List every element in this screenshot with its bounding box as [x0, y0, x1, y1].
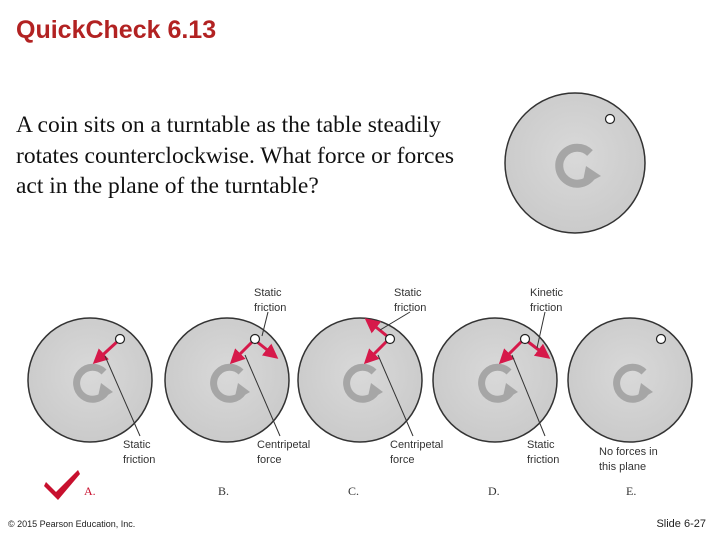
option-e-turntable: [568, 318, 692, 442]
option-d-top-label-line2: friction: [530, 302, 563, 314]
option-c-top-label-line2: friction: [394, 302, 427, 314]
coin-icon: [386, 335, 395, 344]
option-a-bottom-label-line2: friction: [123, 454, 156, 466]
option-e-letter: E.: [626, 484, 637, 498]
option-e-bottom-label-line2: this plane: [599, 461, 647, 473]
coin-icon: [116, 335, 125, 344]
large-turntable: [505, 93, 645, 233]
option-c-bottom-label-line1: Centripetal: [390, 439, 444, 451]
slide-number: Slide 6-27: [656, 518, 706, 530]
option-d-bottom-label-line1: Static: [527, 439, 555, 451]
option-a-letter: A.: [84, 484, 96, 498]
option-d-turntable: [433, 312, 557, 442]
option-b-turntable: [165, 312, 289, 442]
coin-icon: [521, 335, 530, 344]
option-d-letter: D.: [488, 484, 500, 498]
option-b-top-label-line2: friction: [254, 302, 287, 314]
option-c-top-label-line1: Static: [394, 287, 422, 299]
option-b-bottom-label-line2: force: [257, 454, 282, 466]
slide-title: QuickCheck 6.13: [16, 16, 217, 44]
option-d-top-label-line1: Kinetic: [530, 287, 564, 299]
leader-line: [380, 312, 410, 330]
checkmark-icon: [44, 470, 80, 500]
option-e-bottom-label-line1: No forces in: [599, 446, 658, 458]
option-a-bottom-label-line1: Static: [123, 439, 151, 451]
option-b-top-label-line1: Static: [254, 287, 282, 299]
option-c-turntable: [298, 312, 422, 442]
coin-icon: [657, 335, 666, 344]
option-d-bottom-label-line2: friction: [527, 454, 560, 466]
option-b-letter: B.: [218, 484, 230, 498]
coin-icon: [251, 335, 260, 344]
question-text: A coin sits on a turntable as the table steadily rotates counterclockwise. What force or forces act in the plane of the turntable?: [16, 112, 455, 199]
coin-icon: [606, 115, 615, 124]
option-a-turntable: [28, 318, 152, 442]
option-c-letter: C.: [348, 484, 360, 498]
option-c-bottom-label-line2: force: [390, 454, 415, 466]
option-b-bottom-label-line1: Centripetal: [257, 439, 311, 451]
copyright-text: © 2015 Pearson Education, Inc.: [8, 519, 136, 529]
